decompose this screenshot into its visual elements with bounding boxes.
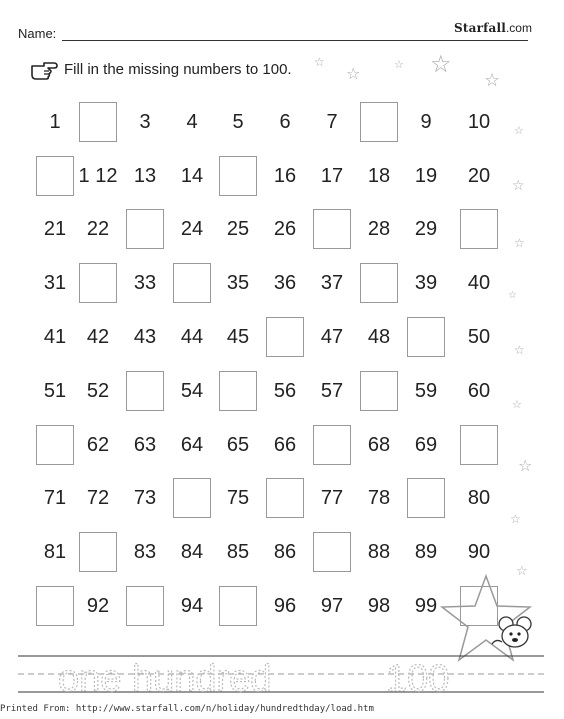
- grid-number: 17: [320, 165, 344, 187]
- grid-number: 99: [414, 595, 438, 617]
- grid-number: 37: [320, 272, 344, 294]
- star-icon: ☆: [430, 50, 452, 78]
- answer-box[interactable]: [126, 209, 164, 249]
- star-icon: ☆: [484, 70, 501, 91]
- grid-number: 98: [367, 595, 391, 617]
- grid-number: 42: [86, 326, 110, 348]
- grid-number: 47: [320, 326, 344, 348]
- grid-number: 36: [273, 272, 297, 294]
- answer-box[interactable]: [460, 209, 498, 249]
- grid-number: 59: [414, 380, 438, 402]
- grid-number: 66: [273, 434, 297, 456]
- grid-number: 43: [133, 326, 157, 348]
- star-icon: ☆: [346, 64, 361, 83]
- answer-box[interactable]: [219, 371, 257, 411]
- grid-number: 45: [226, 326, 250, 348]
- grid-number: 96: [273, 595, 297, 617]
- grid-number: 77: [320, 487, 344, 509]
- grid-number: 9: [420, 111, 432, 133]
- star-icon: ☆: [508, 290, 517, 301]
- grid-number: 62: [86, 434, 110, 456]
- brand-bold: Starfall: [454, 21, 506, 35]
- grid-number: 83: [133, 541, 157, 563]
- answer-box[interactable]: [79, 263, 117, 303]
- answer-box[interactable]: [79, 532, 117, 572]
- answer-box[interactable]: [126, 586, 164, 626]
- grid-number: 5: [232, 111, 244, 133]
- brand-suffix: .com: [505, 21, 532, 35]
- grid-number: 56: [273, 380, 297, 402]
- name-label: Name:: [18, 26, 57, 41]
- grid-number: 28: [367, 218, 391, 240]
- grid-number: 85: [226, 541, 250, 563]
- grid-number: 1: [49, 111, 61, 133]
- grid-number: 86: [273, 541, 297, 563]
- answer-box[interactable]: [407, 317, 445, 357]
- answer-box[interactable]: [173, 263, 211, 303]
- grid-number: 72: [86, 487, 110, 509]
- grid-number: 48: [367, 326, 391, 348]
- tracing-words: one hundred: [58, 658, 272, 696]
- grid-number: 50: [467, 326, 491, 348]
- answer-box[interactable]: [36, 156, 74, 196]
- answer-box[interactable]: [36, 425, 74, 465]
- grid-number: 13: [133, 165, 157, 187]
- grid-number: 64: [180, 434, 204, 456]
- mouse-mascot-icon: [486, 614, 534, 654]
- grid-number: 4: [186, 111, 198, 133]
- grid-number: 1 12: [78, 165, 118, 187]
- grid-number: 26: [273, 218, 297, 240]
- grid-number: 90: [467, 541, 491, 563]
- grid-number: 7: [326, 111, 338, 133]
- star-icon: ☆: [514, 124, 524, 137]
- grid-number: 51: [43, 380, 67, 402]
- answer-box[interactable]: [79, 102, 117, 142]
- grid-number: 78: [367, 487, 391, 509]
- answer-box[interactable]: [36, 586, 74, 626]
- star-icon: ☆: [394, 58, 404, 71]
- answer-box[interactable]: [313, 532, 351, 572]
- grid-number: 16: [273, 165, 297, 187]
- grid-number: 88: [367, 541, 391, 563]
- grid-number: 31: [43, 272, 67, 294]
- printed-from-footer: Printed From: http://www.starfall.com/n/holiday/hundredthday/load.htm: [0, 704, 374, 714]
- star-icon: ☆: [512, 178, 525, 194]
- answer-box[interactable]: [313, 425, 351, 465]
- grid-number: 84: [180, 541, 204, 563]
- grid-number: 89: [414, 541, 438, 563]
- instruction-text: Fill in the missing numbers to 100.: [64, 61, 292, 78]
- grid-number: 20: [467, 165, 491, 187]
- star-icon: ☆: [518, 456, 533, 475]
- grid-number: 57: [320, 380, 344, 402]
- grid-number: 80: [467, 487, 491, 509]
- grid-number: 41: [43, 326, 67, 348]
- answer-box[interactable]: [266, 317, 304, 357]
- grid-number: 24: [180, 218, 204, 240]
- answer-box[interactable]: [219, 586, 257, 626]
- grid-number: 75: [226, 487, 250, 509]
- grid-number: 81: [43, 541, 67, 563]
- answer-box[interactable]: [360, 102, 398, 142]
- grid-number: 63: [133, 434, 157, 456]
- grid-number: 73: [133, 487, 157, 509]
- answer-box[interactable]: [173, 478, 211, 518]
- star-icon: ☆: [514, 343, 525, 357]
- grid-number: 18: [367, 165, 391, 187]
- grid-number: 21: [43, 218, 67, 240]
- answer-box[interactable]: [313, 209, 351, 249]
- answer-box[interactable]: [407, 478, 445, 518]
- grid-number: 19: [414, 165, 438, 187]
- grid-number: 10: [467, 111, 491, 133]
- grid-number: 52: [86, 380, 110, 402]
- answer-box[interactable]: [126, 371, 164, 411]
- grid-number: 14: [180, 165, 204, 187]
- star-icon: ☆: [512, 398, 522, 411]
- grid-number: 65: [226, 434, 250, 456]
- tracing-number: 100: [386, 658, 450, 696]
- grid-number: 39: [414, 272, 438, 294]
- grid-number: 33: [133, 272, 157, 294]
- grid-number: 6: [279, 111, 291, 133]
- grid-number: 71: [43, 487, 67, 509]
- answer-box[interactable]: [360, 263, 398, 303]
- grid-number: 3: [139, 111, 151, 133]
- grid-number: 25: [226, 218, 250, 240]
- grid-number: 44: [180, 326, 204, 348]
- grid-number: 94: [180, 595, 204, 617]
- grid-number: 97: [320, 595, 344, 617]
- grid-number: 29: [414, 218, 438, 240]
- star-icon: ☆: [510, 512, 521, 526]
- grid-number: 54: [180, 380, 204, 402]
- grid-number: 22: [86, 218, 110, 240]
- grid-number: 60: [467, 380, 491, 402]
- tracing-practice: [18, 652, 544, 696]
- grid-number: 35: [226, 272, 250, 294]
- answer-box[interactable]: [360, 371, 398, 411]
- grid-number: 68: [367, 434, 391, 456]
- star-icon: ☆: [516, 564, 528, 579]
- star-icon: ☆: [514, 236, 525, 250]
- star-icon: ☆: [314, 55, 325, 69]
- answer-box[interactable]: [266, 478, 304, 518]
- answer-box[interactable]: [219, 156, 257, 196]
- grid-number: 92: [86, 595, 110, 617]
- grid-number: 40: [467, 272, 491, 294]
- grid-number: 69: [414, 434, 438, 456]
- answer-box[interactable]: [460, 425, 498, 465]
